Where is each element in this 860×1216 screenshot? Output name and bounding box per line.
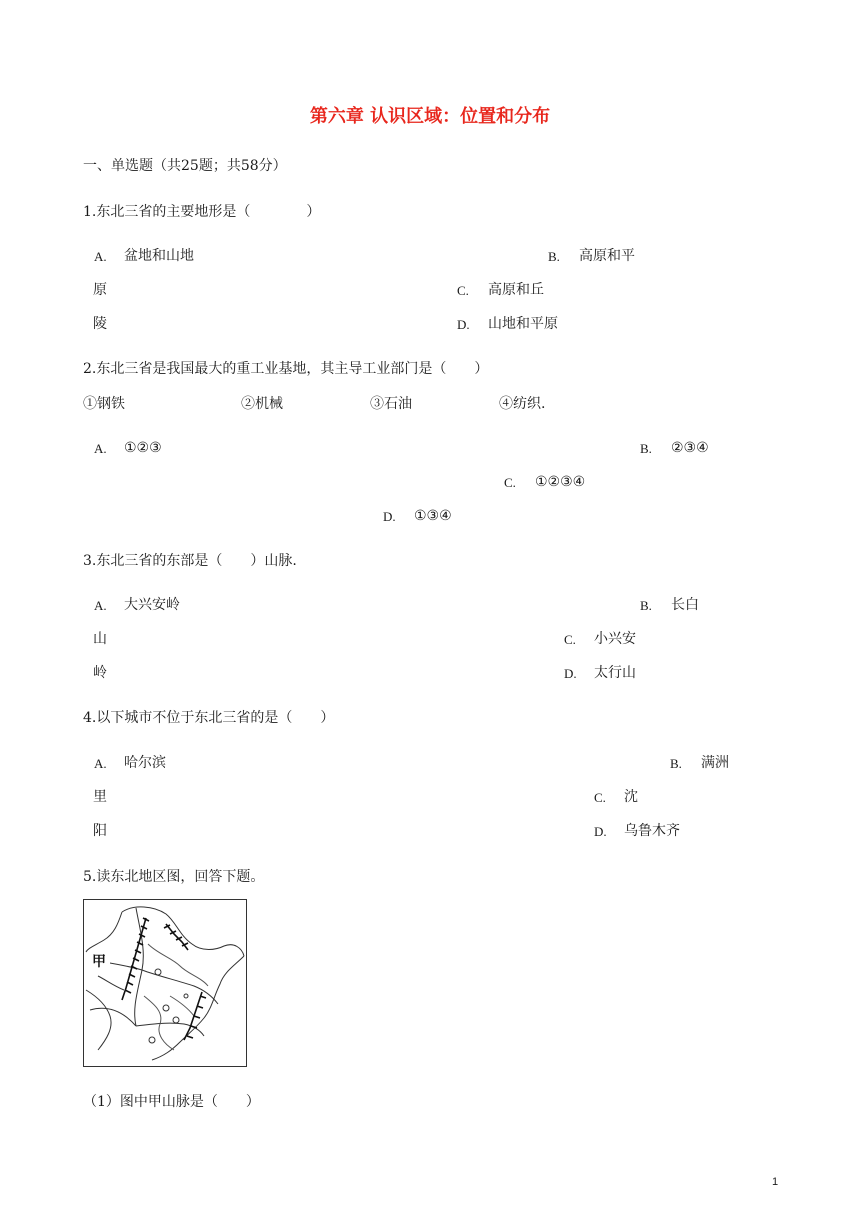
q1-option-c-wrap: 陵 [93,316,107,332]
q2-option-b-label: B. [640,441,652,456]
q3-option-b-wrap: 山 [93,631,107,647]
q3-option-a-label: A. [94,598,107,613]
q2-option-b-text: ②③④ [671,440,709,456]
q2-option-c-text: ①②③④ [535,474,586,490]
q1-option-c-label: C. [457,283,469,298]
q4-option-c-wrap: 阳 [93,823,107,839]
page-title: 第六章 认识区域：位置和分布 [309,106,551,127]
q1-option-b-text: 高原和平 [579,248,635,264]
northeast-map-drawing [84,900,246,1066]
q3-option-c-label: C. [564,632,576,647]
q1-option-a-label: A. [94,249,107,264]
q1-option-b-label: B. [548,249,560,264]
q4-option-c-text: 沈 [624,789,638,805]
q4-option-c-label: C. [594,790,606,805]
q4-option-d-text: 乌鲁木齐 [624,823,680,839]
q2-option-d-text: ①③④ [414,508,452,524]
q3-option-d-label: D. [564,666,577,681]
q2-item-2: ②机械 [241,396,283,412]
q4-option-b-wrap: 里 [93,789,107,805]
northeast-map [83,899,247,1067]
q1-option-d-text: 山地和平原 [488,316,558,332]
q1-option-b-wrap: 原 [93,282,107,298]
q3-option-a-text: 大兴安岭 [124,597,180,613]
q4-option-b-text: 满洲 [701,755,729,771]
q3-option-c-text: 小兴安 [594,631,636,647]
q4-stem: 4.以下城市不位于东北三省的是（ ） [83,710,335,726]
q3-option-c-wrap: 岭 [93,665,107,681]
q4-option-b-label: B. [670,756,682,771]
q1-option-c-text: 高原和丘 [488,282,544,298]
q2-option-a-text: ①②③ [124,440,162,456]
q2-stem: 2.东北三省是我国最大的重工业基地，其主导工业部门是（ ） [83,361,489,377]
q5-stem: 5.读东北地区图，回答下题。 [83,869,265,885]
q3-option-b-label: B. [640,598,652,613]
q4-option-a-text: 哈尔滨 [124,755,166,771]
q5-sub1-stem: （1）图中甲山脉是（ ） [83,1094,260,1110]
q4-option-d-label: D. [594,824,607,839]
q2-item-1: ①钢铁 [83,396,125,412]
q3-stem: 3.东北三省的东部是（ ）山脉. [83,553,297,569]
q3-option-d-text: 太行山 [594,665,636,681]
q2-option-c-label: C. [504,475,516,490]
map-label-jia: 甲 [92,954,106,970]
q4-option-a-label: A. [94,756,107,771]
q2-item-3: ③石油 [370,396,412,412]
page-number: 1 [772,1176,779,1188]
q1-option-d-label: D. [457,317,470,332]
q2-option-d-label: D. [383,509,396,524]
q3-option-b-text: 长白 [671,597,699,613]
q2-option-a-label: A. [94,441,107,456]
q1-stem: 1.东北三省的主要地形是（ ） [83,204,321,220]
q2-item-4: ④纺织. [499,396,546,412]
section-heading: 一、单选题（共25题；共58分） [83,158,287,174]
q1-option-a-text: 盆地和山地 [124,248,194,264]
